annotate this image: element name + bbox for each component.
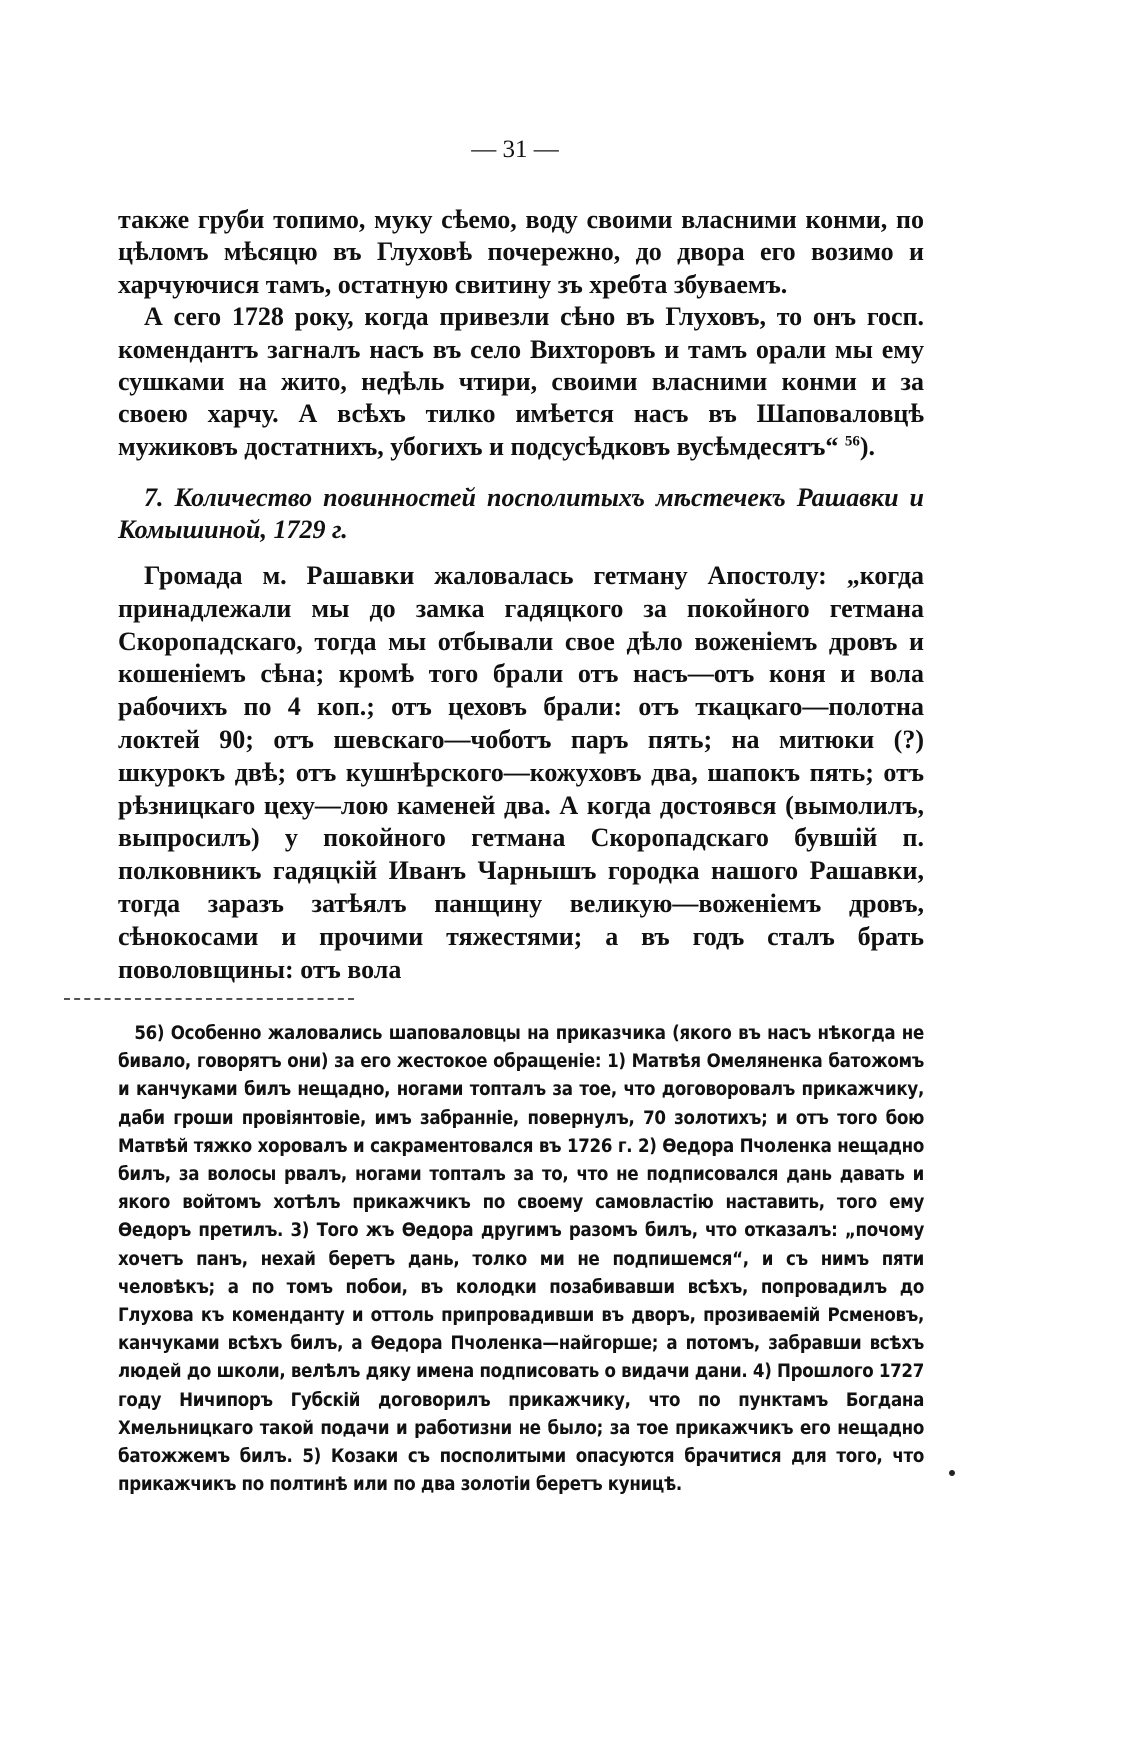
page-number: — 31 — (471, 136, 559, 163)
paragraph-continuation: также груби топимо, муку сѣемо, воду своими власними конми, по цѣломъ мѣсяцю въ Глуховѣ почережно, до двора его возимо и харчуючися тамъ, остатную свитину зъ хребта збуваемъ. (118, 205, 924, 299)
footnote-text: Особенно жаловались шаповаловцы на приказчика (якого въ насъ нѣкогда не бивало, говорятъ они) за его жестокое обращеніе: 1) Матвѣя Омеляненка батожомъ и канчуками билъ нещадно, ногами топталъ за тое, что договоровалъ прикажчику, даби гроши провіянтовіе, имъ забранніе, повернулъ, 70 золотихъ; и отъ того бою Матвѣй тяжко хоровалъ и сакраментовался въ 1726 г. 2) Өедора Пчоленка нещадно билъ, за волосы рвалъ, ногами топталъ за то, что не подписовался дань давать и якого войтомъ хотѣлъ прикажчикъ по своему самовластію наставить, того ему Өедоръ претилъ. 3) Того жъ Өедора другимъ разомъ билъ, что отказалъ: „почому хочетъ панъ, нехай беретъ дань, толко ми не подпишемся“, и съ нимъ пяти человѣкъ; а по томъ побои, въ колодки позабивавши всѣхъ, попровадилъ до Глухова къ коменданту и оттоль припровадивши въ дворъ, прозиваемій Рсменовъ, канчуками всѣхъ билъ, а Өедора Пчоленка—найгорше; а потомъ, забравши всѣхъ людей до школи, велѣлъ дяку имена подписовать о видачи дани. 4) Прошлого 1727 году Ничипоръ Губскій договорилъ прикажчику, что по пунктамъ Богдана Хмельницкаго такой подачи и работизни не было; за тое прикажчикъ его нещадно батожжемъ билъ. 5) Козаки съ посполитыми опасуются брачитися для того, что прикажчикъ по полтинѣ или по два золотіи беретъ куницѣ. (118, 1023, 924, 1496)
section-heading (118, 482, 924, 547)
footnote-reference: 56 (844, 433, 860, 450)
print-speck (949, 1470, 955, 1476)
body-text (118, 204, 924, 463)
footnote-marker: 56) (134, 1023, 165, 1044)
section-text-body: Громада м. Рашавки жаловалась гетману Апостолу: „когда принадлежали мы до замка гадяцкого за покойного гетмана Скоропадскаго, тогда мы отбывали свое дѣло воженіемъ дровъ и кошеніемъ сѣна; кромѣ того брали отъ насъ—отъ коня и вола рабочихъ по 4 коп.; отъ цеховъ брали: отъ ткацкаго—полотна локтей 90; отъ шевскаго—чоботъ паръ пять; на митюки (?) шкурокъ двѣ; отъ кушнѣрского—кожуховъ два, шапокъ пять; отъ рѣзницкаго цеху—лою каменей два. А когда достоявся (вымолилъ, выпросилъ) у покойного гетмана Скоропадскаго бувшій п. полковникъ гадяцкій Иванъ Чарнышъ городка нашого Рашавки, тогда заразъ затѣялъ панщину великую—воженіемъ дровъ, сѣнокосами и прочими тяжестями; а въ годъ сталъ брать поволовщины: отъ вола (118, 561, 924, 984)
paragraph-1728-end: ). (859, 431, 876, 461)
section-heading-text: 7. Количество повинностей посполитыхъ мѣстечекъ Рашавки и Комышиной, 1729 г. (118, 483, 924, 545)
paragraph-1728 (118, 301, 924, 463)
paragraph-1728-text: А сего 1728 року, когда привезли сѣно въ Глуховъ, то онъ госп. комендантъ загналъ насъ въ село Вихторовъ и тамъ орали мы ему сушками на жито, недѣль чтири, своими власними конми и за своею харчу. А всѣхъ тилко имѣется насъ въ Шаповаловцѣ мужиковъ достатнихъ, убогихъ и подсусѣдковъ вусѣмдесятъ“ (118, 302, 924, 461)
footnote-divider (64, 998, 354, 1000)
footnote (118, 1020, 924, 1499)
section-text (118, 560, 924, 986)
